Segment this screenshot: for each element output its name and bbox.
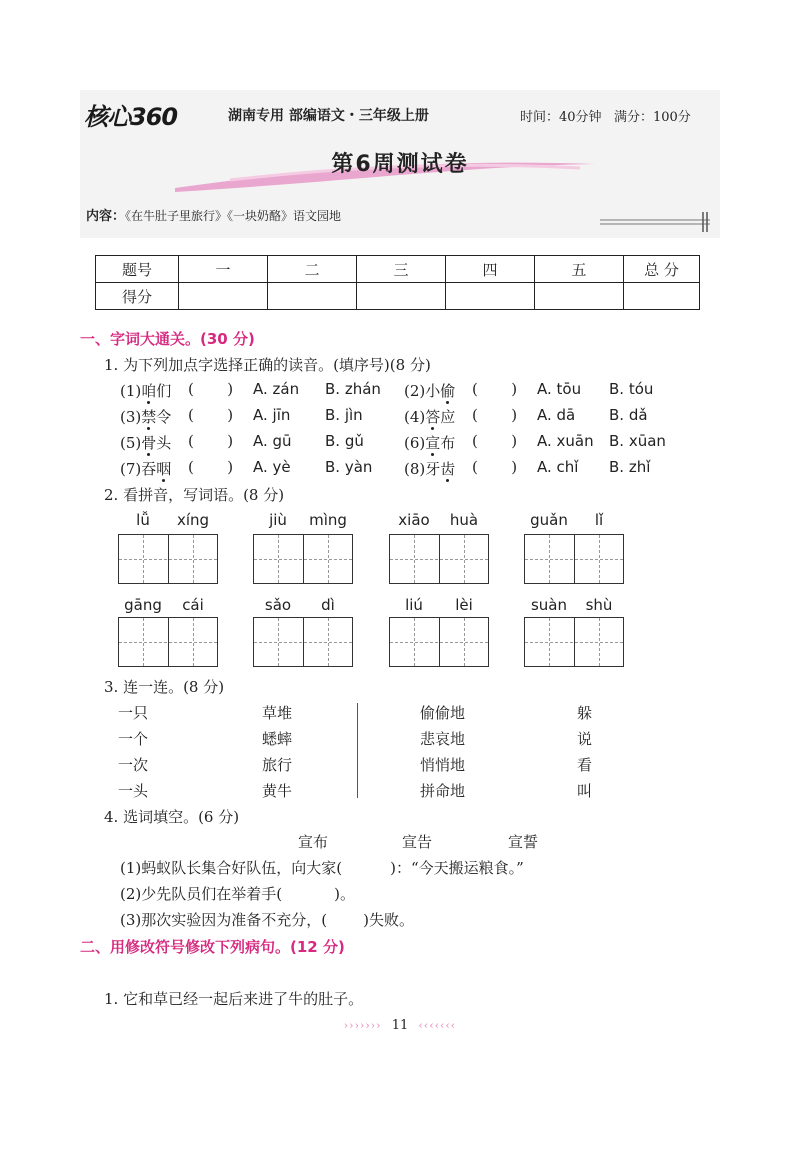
time-info [520,106,691,125]
answer-blank[interactable]: ( ) [472,380,518,398]
q3-divider [357,703,358,798]
word-pre: 吞 [141,460,157,478]
s2-q1: 1. 它和草已经一起后来进了牛的肚子。 [104,990,364,1008]
q4-word-3: 宣誓 [508,833,539,851]
item-number: (7) [120,460,142,478]
brand-logo: 核心360 [84,103,178,131]
score-value-row [96,283,700,310]
option-b: B. jìn [325,406,363,424]
option-a: A. dā [537,406,576,424]
match-item[interactable]: 黄牛 [262,782,293,800]
moon-decoration [600,211,710,233]
match-item[interactable]: 躲 [577,704,593,722]
option-a: A. jīn [253,406,291,424]
answer-blank[interactable]: ( ) [188,432,234,450]
word-post: 们 [156,382,172,400]
score-input-cell[interactable] [535,283,624,310]
word-post: 布 [440,434,456,452]
dotted-char: 答 [425,408,441,426]
pinyin-label: huà [449,511,479,529]
dotted-char: 齿 [440,460,456,478]
q1-item [404,458,455,479]
score-cell: 四 [446,256,535,283]
score-input-cell[interactable] [179,283,268,310]
match-item[interactable]: 悲哀地 [420,730,466,748]
q1-item [120,458,171,479]
pinyin-label: dì [321,596,335,614]
full-score: 满分：100分 [613,110,691,125]
q4-s2-start: (2)少先队员们在举着手( [120,885,283,903]
q4-sentence-2 [120,883,355,904]
match-item[interactable]: 蟋蟀 [262,730,293,748]
item-number: (2) [404,382,426,400]
pinyin-label: guǎn [530,511,568,529]
pinyin-label: xíng [176,511,210,529]
q1-title: 1. 为下列加点字选择正确的读音。(填序号)(8 分) [104,356,431,374]
pinyin-label: xiāo [398,511,430,529]
score-input-cell[interactable] [268,283,357,310]
content-line [86,205,341,224]
option-b: B. xūan [609,432,666,450]
score-cell: 题号 [96,256,179,283]
score-cell: 一 [179,256,268,283]
writing-grid[interactable] [524,617,624,667]
q4-s3-end: )失败。 [363,911,414,929]
page-title: 第6周测试卷 [331,152,469,177]
writing-grid[interactable] [524,534,624,584]
section2-title: 二、用修改符号修改下列病句。(12 分) [80,938,345,956]
footer-arrows-right: ‹‹‹‹‹‹‹ [418,1019,457,1032]
pinyin-label: jiù [269,511,287,529]
time-limit: 时间：40分钟 [520,110,602,125]
score-cell: 总 分 [624,256,700,283]
subject-label: 湖南专用 部编语文・三年级上册 [228,108,429,124]
pinyin-label: lǚ [136,511,150,529]
match-item[interactable]: 叫 [577,782,593,800]
option-a: A. yè [253,458,291,476]
writing-grid[interactable] [118,534,218,584]
footer-arrows-left: ››››››› [343,1019,382,1032]
answer-blank[interactable]: ( ) [472,458,518,476]
q2-title: 2. 看拼音，写词语。(8 分) [104,486,285,504]
match-item[interactable]: 旅行 [262,756,293,774]
q4-word-1: 宣布 [298,833,329,851]
q1-item [120,380,171,401]
q4-sentence-1 [120,857,524,878]
option-a: A. tōu [537,380,582,398]
match-item[interactable]: 一头 [118,782,149,800]
dotted-char: 宣 [425,434,441,452]
q1-item [404,380,455,401]
page-footer [0,1018,800,1033]
q1-item [120,406,171,427]
score-input-cell[interactable] [357,283,446,310]
option-a: A. zán [253,380,300,398]
item-number: (5) [120,434,142,452]
option-a: A. chǐ [537,458,579,476]
item-number: (8) [404,460,426,478]
pinyin-label: liú [405,596,423,614]
score-input-cell[interactable] [446,283,535,310]
writing-grid[interactable] [253,617,353,667]
q4-title: 4. 选词填空。(6 分) [104,808,240,826]
pinyin-label: suàn [530,596,568,614]
dotted-char: 咱 [141,382,157,400]
option-b: B. yàn [325,458,373,476]
word-pre: 小 [425,382,441,400]
q4-s2-end: )。 [334,885,355,903]
page-number: 11 [391,1018,409,1033]
q4-s3-start: (3)那次实验因为准备不充分，( [120,911,328,929]
pinyin-label: sǎo [264,596,292,614]
match-item[interactable]: 一只 [118,704,149,722]
score-cell: 二 [268,256,357,283]
option-b: B. dǎ [609,406,648,424]
option-a: A. xuān [537,432,594,450]
pinyin-label: cái [182,596,204,614]
pinyin-label: shù [585,596,613,614]
match-item[interactable]: 一个 [118,730,149,748]
dotted-char: 骨 [141,434,157,452]
score-header-row [96,256,700,283]
score-cell: 得分 [96,283,179,310]
section1-title: 一、字词大通关。(30 分) [80,330,255,348]
match-item[interactable]: 一次 [118,756,149,774]
answer-blank[interactable]: ( ) [188,406,234,424]
word-pre: 牙 [425,460,441,478]
match-item[interactable]: 说 [577,730,593,748]
q4-s1-end: )：“今天搬运粮食。” [390,859,524,877]
match-item[interactable]: 看 [577,756,593,774]
q4-word-2: 宣告 [402,833,433,851]
writing-grid[interactable] [389,534,489,584]
content-text: 《在牛肚子里旅行》《一块奶酪》语文园地 [125,209,342,223]
score-cell: 三 [357,256,446,283]
score-table [95,255,700,310]
answer-blank[interactable]: ( ) [472,432,518,450]
answer-blank[interactable]: ( ) [188,380,234,398]
q4-sentence-3 [120,909,414,930]
word-post: 令 [156,408,172,426]
q1-item [404,406,455,427]
score-cell: 五 [535,256,624,283]
pinyin-label: lǐ [594,511,604,529]
option-b: B. zhán [325,380,381,398]
option-b: B. tóu [609,380,654,398]
word-post: 头 [156,434,172,452]
item-number: (1) [120,382,142,400]
q1-item [404,432,455,453]
word-post: 应 [440,408,456,426]
q4-s1-start: (1)蚂蚁队长集合好队伍，向大家( [120,859,343,877]
option-b: B. gǔ [325,432,364,450]
match-item[interactable]: 拼命地 [420,782,466,800]
item-number: (4) [404,408,426,426]
pinyin-label: mìng [309,511,347,529]
score-input-cell[interactable] [624,283,700,310]
writing-grid[interactable] [118,617,218,667]
item-number: (3) [120,408,142,426]
dotted-char: 偷 [440,382,456,400]
q3-title: 3. 连一连。(8 分) [104,678,225,696]
match-item[interactable]: 悄悄地 [420,756,466,774]
writing-grid[interactable] [389,617,489,667]
answer-blank[interactable]: ( ) [188,458,234,476]
dotted-char: 咽 [156,460,172,478]
dotted-char: 禁 [141,408,157,426]
content-label: 内容： [86,209,126,224]
writing-grid[interactable] [253,534,353,584]
answer-blank[interactable]: ( ) [472,406,518,424]
pinyin-label: gāng [124,596,162,614]
option-b: B. zhǐ [609,458,651,476]
match-item[interactable]: 偷偷地 [420,704,466,722]
item-number: (6) [404,434,426,452]
option-a: A. gū [253,432,292,450]
q1-item [120,432,171,453]
match-item[interactable]: 草堆 [262,704,293,722]
pinyin-label: lèi [455,596,473,614]
